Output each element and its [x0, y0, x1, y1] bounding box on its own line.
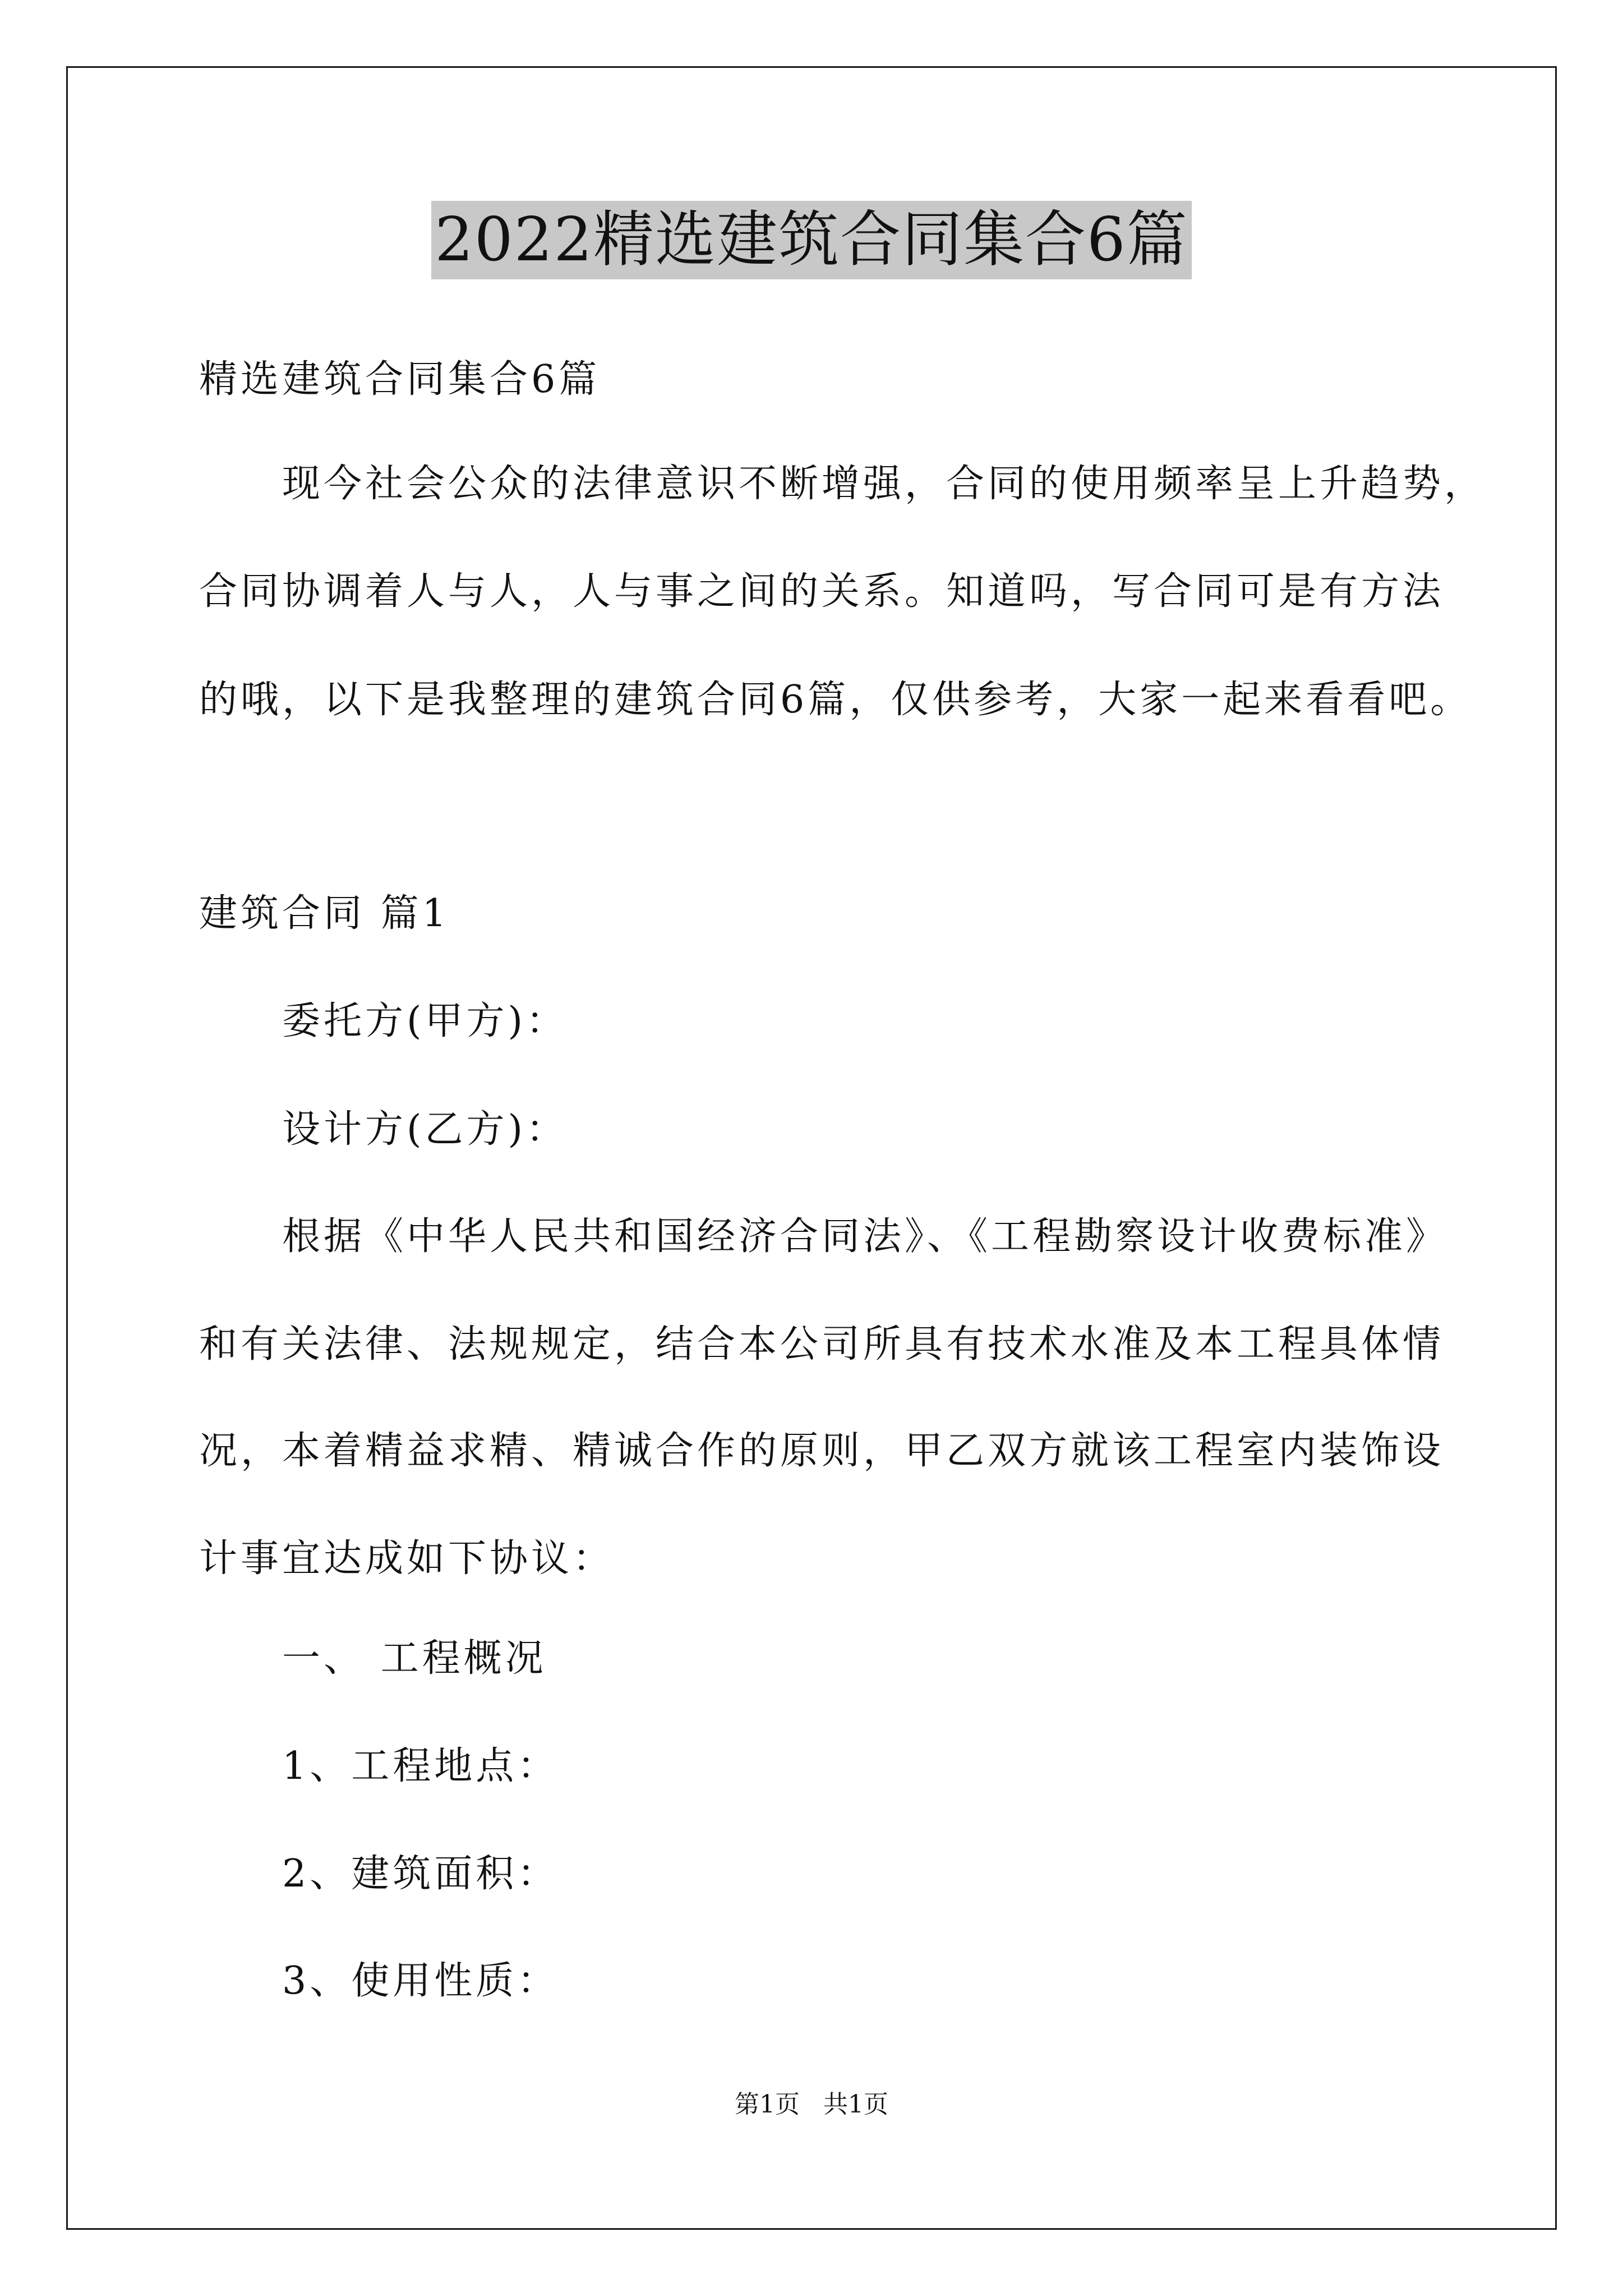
intro-line-1: 现今社会公众的法律意识不断增强，合同的使用频率呈上升趋势，: [282, 462, 1486, 506]
party-b-label: 设计方(乙方)：: [282, 1107, 568, 1152]
intro-line-3: 的哦，以下是我整理的建筑合同6篇，仅供参考，大家一起来看看吧。: [199, 678, 1472, 722]
section-heading: 建筑合同 篇1: [199, 891, 450, 936]
item-usage-type: 3、使用性质：: [282, 1959, 559, 2003]
item-project-location: 1、工程地点：: [282, 1744, 559, 1788]
party-a-label: 委托方(甲方)：: [282, 999, 568, 1043]
item-building-area: 2、建筑面积：: [282, 1852, 559, 1896]
basis-line-3: 况，本着精益求精、精诚合作的原则，甲乙双方就该工程室内装饰设: [199, 1429, 1445, 1473]
page-footer: 第1页 共1页: [735, 2090, 888, 2119]
basis-line-2: 和有关法律、法规规定，结合本公司所具有技术水准及本工程具体情: [199, 1322, 1445, 1366]
title-container: [0, 201, 1623, 279]
intro-line-2: 合同协调着人与人，人与事之间的关系。知道吗，写合同可是有方法: [199, 569, 1445, 614]
clause-heading: 一、 工程概况: [282, 1636, 547, 1681]
document-subtitle: 精选建筑合同集合6篇: [199, 357, 601, 402]
basis-line-4: 计事宜达成如下协议：: [199, 1536, 615, 1581]
document-title: 2022精选建筑合同集合6篇: [431, 201, 1192, 279]
basis-line-1: 根据《中华人民共和国经济合同法》、《工程勘察设计收费标准》: [282, 1214, 1448, 1259]
